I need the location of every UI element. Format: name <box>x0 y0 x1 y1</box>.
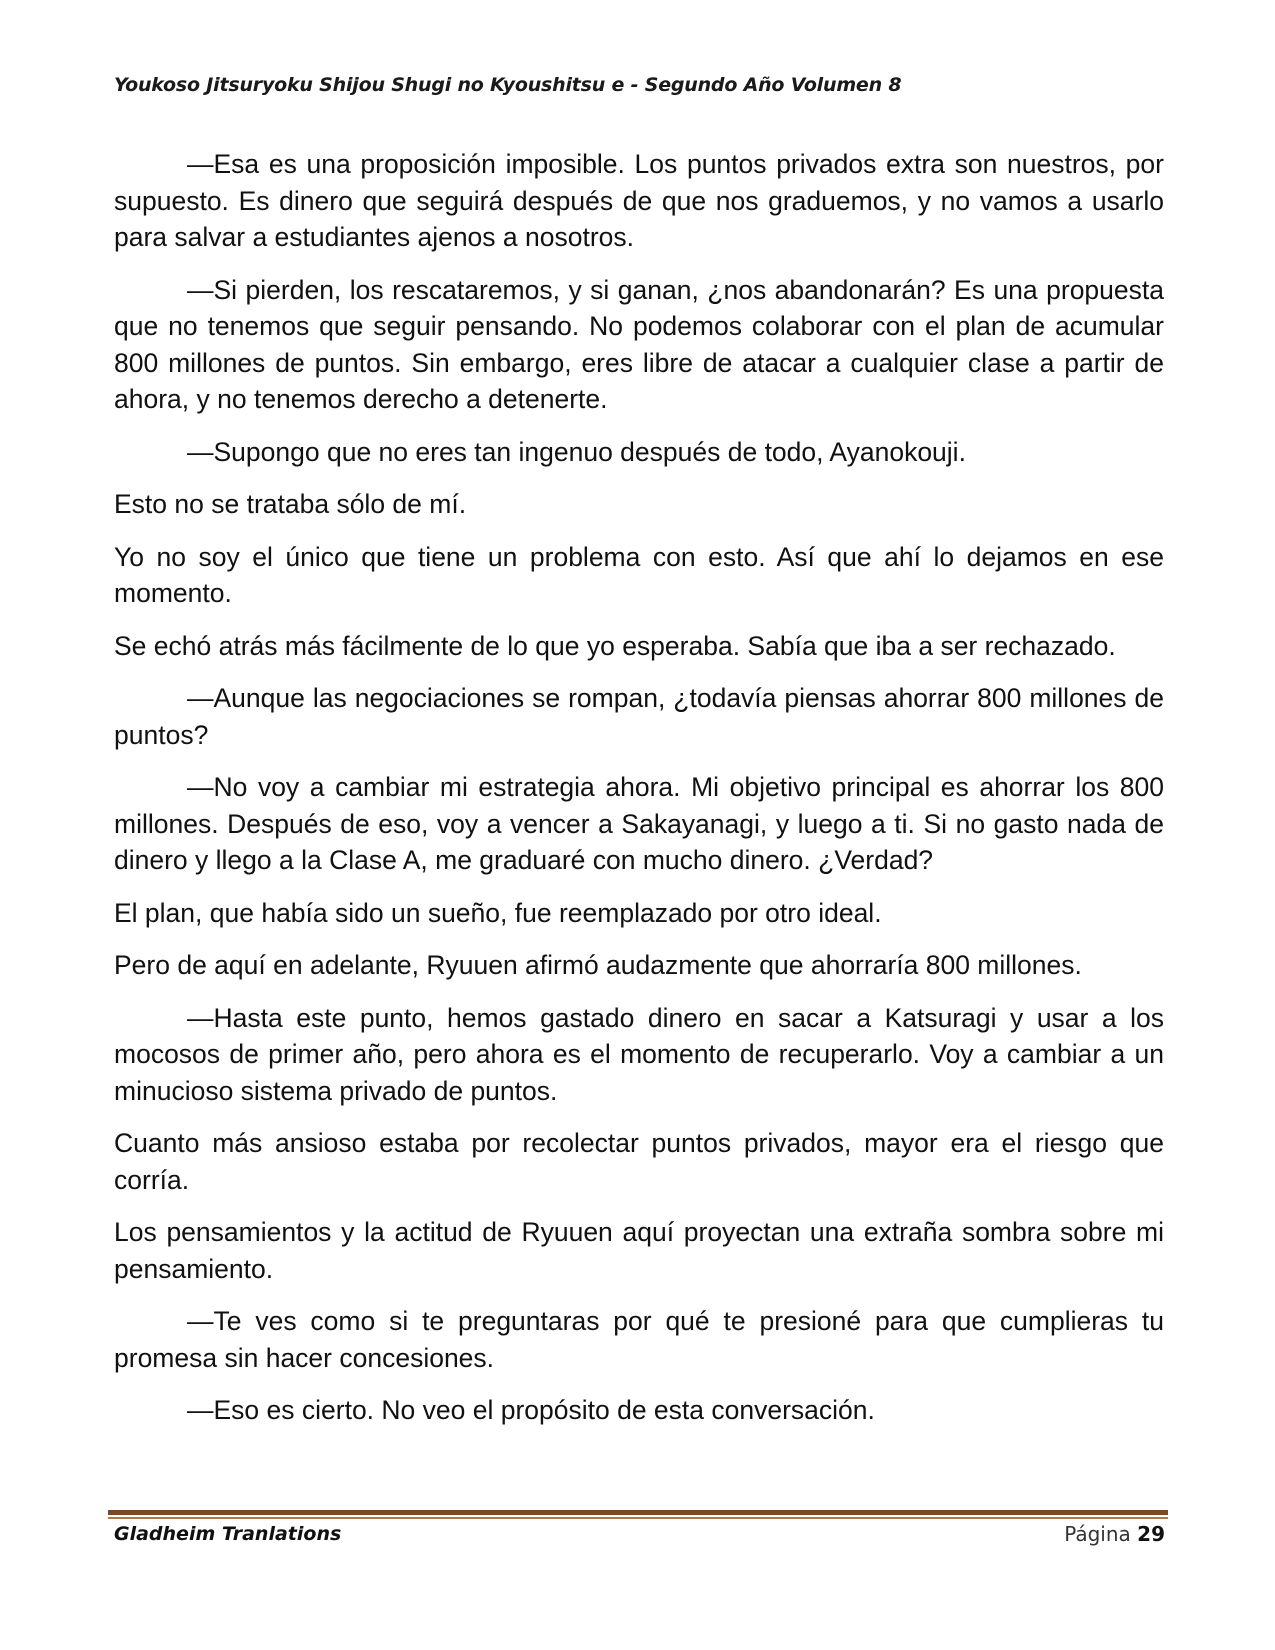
paragraph: —Esa es una proposición imposible. Los puntos privados extra son nuestros, por supuesto. Es dinero que seguirá después de que nos graduemos, y no vamos a usarlo para salvar a estudiantes ajenos a nosotros. <box>114 149 1164 252</box>
body-text <box>114 146 1164 1445</box>
paragraph: Se echó atrás más fácilmente de lo que yo esperaba. Sabía que iba a ser rechazado. <box>114 630 1116 661</box>
running-header: Youkoso Jitsuryoku Shijou Shugi no Kyoushitsu e - Segundo Año Volumen 8 <box>114 74 902 96</box>
paragraph: Los pensamientos y la actitud de Ryuuen aquí proyectan una extraña sombra sobre mi pensamiento. <box>114 1217 1164 1284</box>
footer-divider <box>108 1510 1168 1515</box>
paragraph: —Hasta este punto, hemos gastado dinero en sacar a Katsuragi y usar a los mocosos de primer año, pero ahora es el momento de recuperarlo. Voy a cambiar a un minucioso sistema privado de puntos. <box>114 1002 1164 1106</box>
paragraph: —Aunque las negociaciones se rompan, ¿todavía piensas ahorrar 800 millones de puntos? <box>114 683 1164 750</box>
paragraph: Pero de aquí en adelante, Ryuuen afirmó audazmente que ahorraría 800 millones. <box>114 950 1082 980</box>
paragraph: —No voy a cambiar mi estrategia ahora. Mi objetivo principal es ahorrar los 800 millones. Después de eso, voy a vencer a Sakayanagi, y luego a ti. Si no gasto nada de dinero y llego a la Clase A, me graduaré con mucho dinero. ¿Verdad? <box>114 772 1164 875</box>
page-number-block <box>1064 1522 1165 1546</box>
footer-divider-thin <box>108 1517 1168 1519</box>
paragraph: —Te ves como si te preguntaras por qué te presioné para que cumplieras tu promesa sin hacer concesiones. <box>114 1306 1164 1373</box>
paragraph: —Si pierden, los rescataremos, y si ganan, ¿nos abandonarán? Es una propuesta que no tenemos que seguir pensando. No podemos colaborar con el plan de acumular 800 millones de puntos. Sin embargo, eres libre de atacar a cualquier clase a partir de ahora, y no tenemos derecho a detenerte. <box>114 274 1164 414</box>
footer-credit: Gladheim Tranlations <box>114 1523 342 1545</box>
paragraph: El plan, que había sido un sueño, fue reemplazado por otro ideal. <box>114 897 882 928</box>
paragraph: Cuanto más ansioso estaba por recolectar puntos privados, mayor era el riesgo que corría. <box>114 1128 1164 1195</box>
page-number: 29 <box>1137 1522 1165 1546</box>
paragraph: —Supongo que no eres tan ingenuo después de todo, Ayanokouji. <box>187 436 966 467</box>
paragraph: —Eso es cierto. No veo el propósito de esta conversación. <box>187 1395 875 1425</box>
page-label: Página <box>1064 1522 1131 1546</box>
paragraph: Yo no soy el único que tiene un problema con esto. Así que ahí lo dejamos en ese momento. <box>114 541 1164 608</box>
paragraph: Esto no se trataba sólo de mí. <box>114 489 467 519</box>
